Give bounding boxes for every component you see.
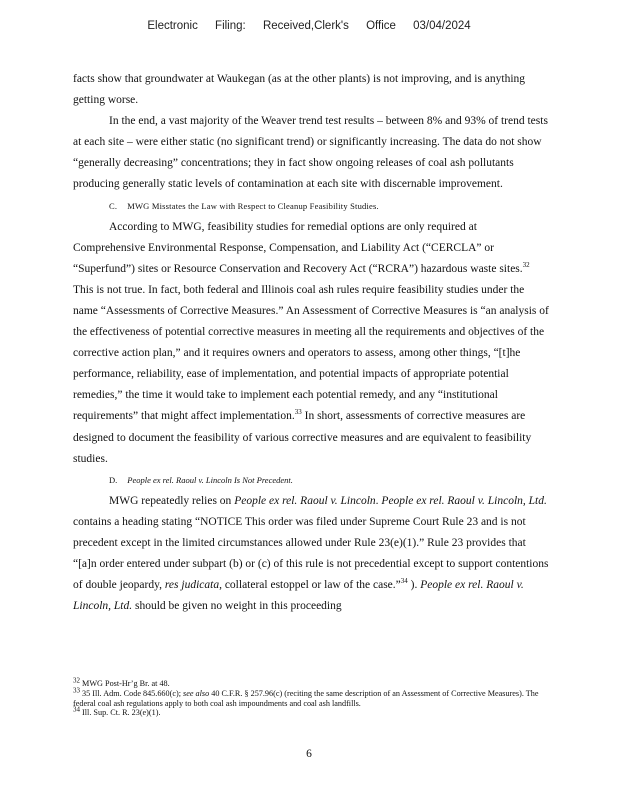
text-run: ). [407,579,421,592]
footnote-text: Ill. Sup. Ct. R. 23(e)(1). [80,708,161,718]
paragraph-feasibility [73,217,551,470]
page-number: 6 [306,748,312,760]
footnote-text: 40 C.F.R. § 257.96(c) (reciting the same description of an Assessment of Corrective Measures). The federal coal ash regulations apply to both coal ash impoundments and coal ash landfills. [73,688,539,708]
case-citation: People ex rel. Raoul v. Lincoln, Ltd. [73,579,524,613]
paragraph-weaver-trend: In the end, a vast majority of the Weaver trend test results – between 8% and 93% of trend tests at each site – were either static (no significant trend) or significantly increasing. The data do not show “generally decreasing” concentrations; they in fact show ongoing releases of coal ash pollutants producing generally static levels of contamination at each site with discernable improvement. [73,115,548,191]
text-run: MWG repeatedly relies on [109,494,235,507]
footnote-ref-33: 33 [294,408,302,417]
text-run: should be given no weight in this proceeding [132,600,342,613]
text-run: . [375,494,382,507]
header-received: Received,Clerk's [262,20,349,32]
section-heading-c-label: C. [109,200,118,211]
footnote-number: 32 [73,676,80,685]
header-filing: Filing: [215,20,246,32]
footnote-34 [73,705,551,718]
section-heading-c-text: MWG Misstates the Law with Respect to Cleanup Feasibility Studies. [127,200,379,211]
footnote-text: 35 Ill. Adm. Code 845.660(c); [80,688,184,698]
text-run: This is not true. In fact, both federal and Illinois coal ash rules require feasibility studies under the name “Assessments of Corrective Measures.” An Assessment of Corrective Measures is “an analysis of the effectiveness of potential corrective measures in meeting all the requirements and objectives of the corrective action plan,” and it requires owners and operators to assess, among other things, “[t]he performance, reliability, ease of implementation, and potential impacts of appropriate potential remedies,” the time it would take to implement each potential remedy, and any “institutional requirements” that might affect implementation. [73,283,549,423]
header-date: 03/04/2024 [413,20,471,32]
section-heading-d-label: D. [109,474,118,485]
paragraph-lincoln [73,491,551,618]
footnote-ref-34: 34 [400,577,408,586]
document-body [73,69,551,617]
case-citation: People ex rel. Raoul v. Lincoln, Ltd. [381,494,547,507]
latin-term: res judicata [164,579,220,592]
text-run: In short, assessments of corrective measures are designed to document the feasibility of various corrective measures and are equivalent to feasibility studies. [73,410,532,465]
footnote-text: MWG Post-Hr’g Br. at 48. [80,679,170,688]
text-run: contains a heading stating “NOTICE This order was filed under Supreme Court Rule 23 and is not precedent except in the limited circumstances allowed under Rule 23(e)(1).” Rule 23 provides that “[a]n order entered under subpart (b) or (c) of this rule is not precedential except to support contentions of double jeopardy, [73,515,549,592]
signal-term: see also [183,688,210,698]
case-citation: People ex rel. Raoul v. Lincoln [234,494,376,507]
paragraph-continuation: facts show that groundwater at Waukegan (as at the other plants) is not improving, and is anything getting worse. [73,73,526,107]
footnote-ref-32: 32 [522,260,530,269]
section-heading-d-text: People ex rel. Raoul v. Lincoln Is Not Precedent. [127,474,293,485]
header-office: Office [366,20,396,32]
footnotes [73,676,551,718]
footnote-number: 34 [73,705,80,714]
section-heading-c [73,196,551,217]
footnote-33 [73,686,551,709]
text-run: According to MWG, feasibility studies for remedial options are only required at Comprehensive Environmental Response, Compensation, and Liability Act (“CERCLA” or “Superfund”) sites or Resource Conservation and Recovery Act (“RCRA”) hazardous waste sites. [73,220,523,275]
footnote-32 [73,676,551,689]
footnote-number: 33 [73,686,80,695]
header-electronic: Electronic [147,20,198,32]
text-run: , collateral estoppel or law of the case.” [219,579,401,592]
section-heading-d [73,470,551,491]
filing-stamp-header [0,20,618,32]
